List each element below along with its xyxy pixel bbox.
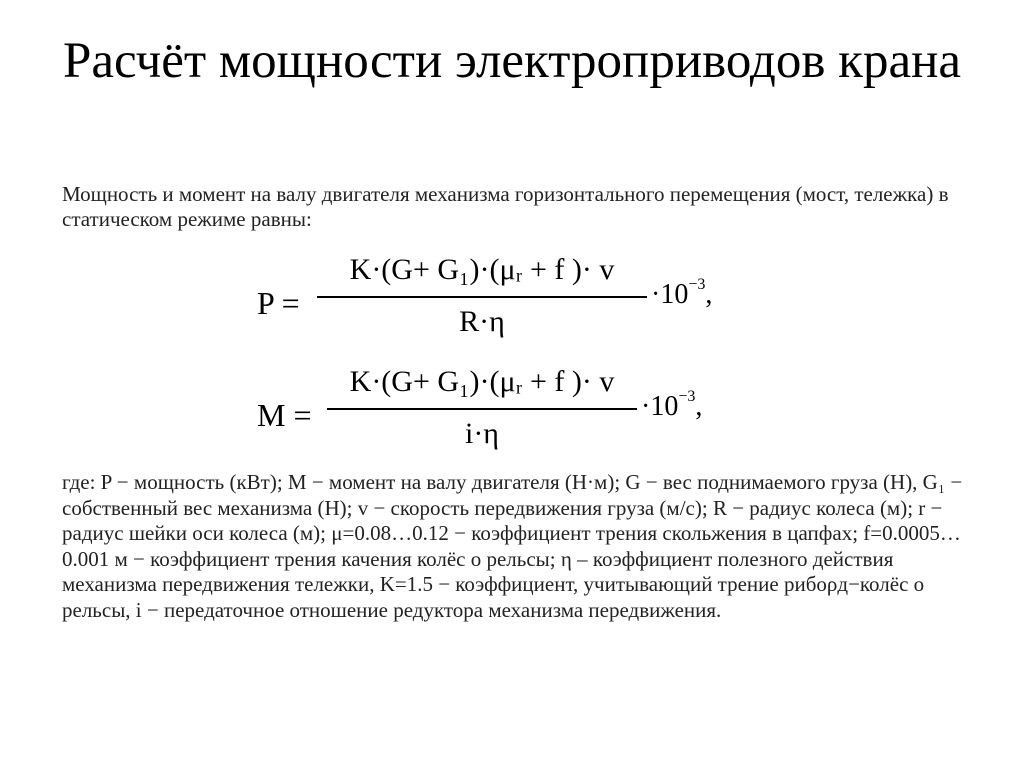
- power-denominator: R·η: [459, 305, 505, 338]
- torque-formula: [257, 362, 757, 462]
- power-factor-base: ·10: [651, 279, 689, 310]
- torque-formula-lhs: M =: [257, 397, 312, 433]
- power-numerator: K·(G+ G₁)·(μᵣ + f )· v: [349, 253, 615, 286]
- variables-description: где: P − мощность (кВт); M − момент на валу двигателя (Н·м); G − вес поднимаемого груза (Н), G₁ − собственный вес механизма (Н); v − скорость передвижения груза (м/с); R − радиус колеса (м); r − радиус шейки оси колеса (м); μ=0.08…0.12 − коэффициент трения скольжения в цапфах; f=0.0005…0.001 м − коэффициент трения качения колёс о рельсы; η – коэффициент полезного действия механизма передвижения тележки, K=1.5 − коэффициент, учитывающий трение рибορд−колёс о рельсы, i − передаточное отношение редуктора механизма передвижения.: [62, 470, 963, 622]
- power-factor: [651, 276, 712, 311]
- torque-numerator: K·(G+ G₁)·(μᵣ + f )· v: [349, 365, 615, 398]
- power-formula-end: ,: [705, 279, 713, 310]
- slide-title: Расчёт мощности электроприводов крана: [62, 33, 962, 89]
- torque-factor-base: ·10: [641, 391, 679, 422]
- torque-formula-end: ,: [695, 391, 703, 422]
- torque-factor-exponent: −3: [678, 388, 696, 405]
- intro-text: Мощность и момент на валу двигателя механизма горизонтального перемещения (мост, тележка) в статическом режиме равны:: [62, 182, 949, 231]
- torque-denominator: i·η: [464, 417, 499, 450]
- power-fraction-bar: [317, 296, 647, 298]
- power-factor-exponent: −3: [688, 276, 706, 293]
- torque-factor: [641, 388, 702, 423]
- power-formula-lhs: P =: [257, 285, 300, 321]
- torque-fraction-bar: [327, 408, 637, 410]
- power-formula: [257, 250, 757, 350]
